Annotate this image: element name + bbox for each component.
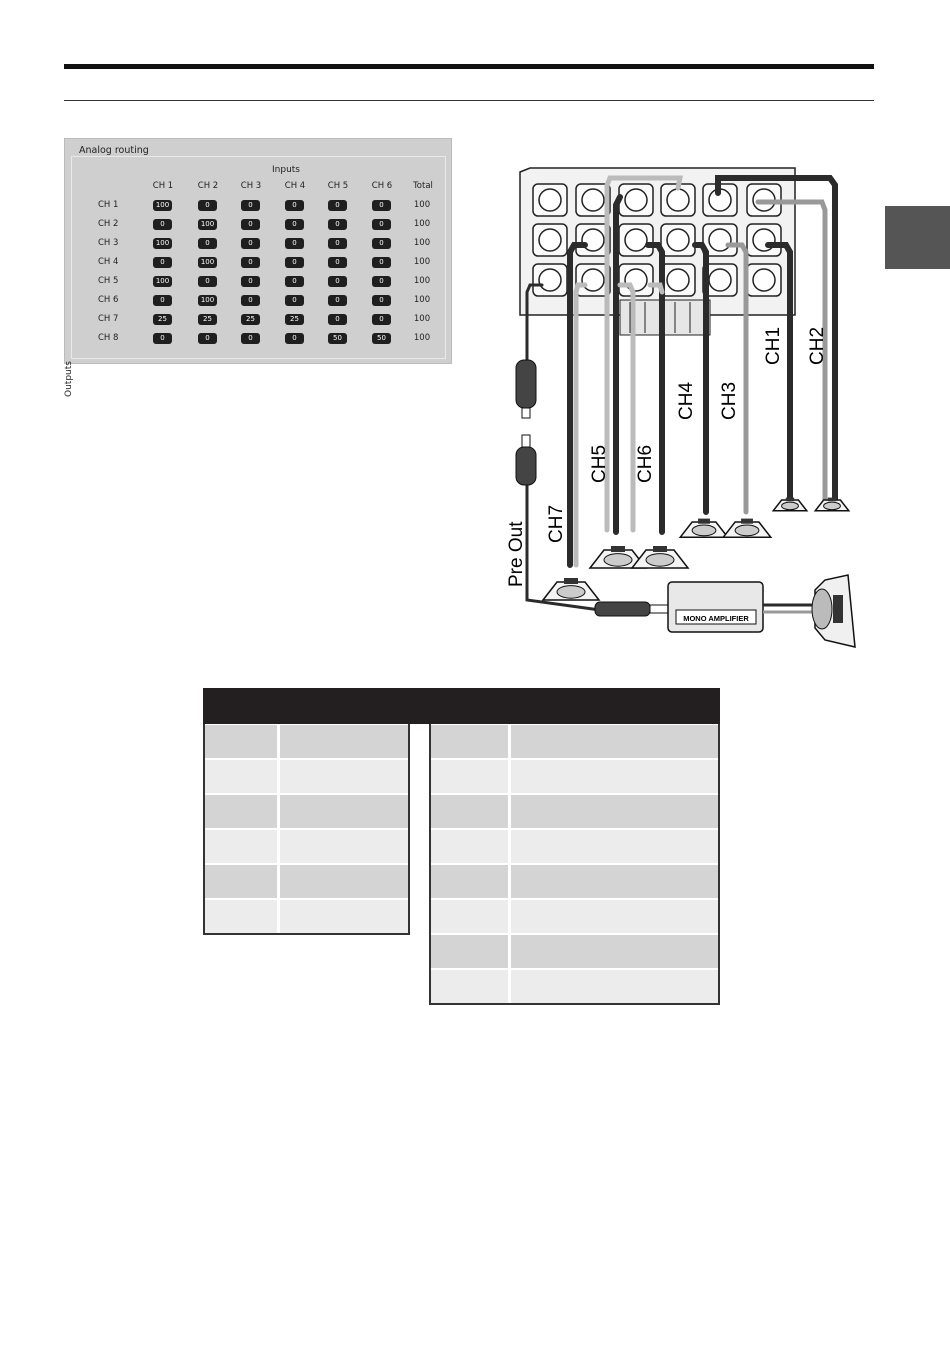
routing-value-field[interactable]: 0 <box>241 333 260 344</box>
row-total: 100 <box>413 200 431 210</box>
speaker-icon <box>815 498 849 511</box>
routing-value-field[interactable]: 100 <box>198 257 217 268</box>
routing-value-field[interactable]: 0 <box>285 219 304 230</box>
routing-value-field[interactable]: 25 <box>153 314 172 325</box>
routing-value-field[interactable]: 0 <box>328 295 347 306</box>
label-ch6: CH6 <box>635 444 656 483</box>
routing-value-field[interactable]: 0 <box>372 257 391 268</box>
rca-connector-pair <box>516 360 536 485</box>
routing-value-field[interactable]: 0 <box>198 333 217 344</box>
routing-value-field[interactable]: 0 <box>372 238 391 249</box>
routing-value-field[interactable]: 0 <box>285 333 304 344</box>
routing-value-field[interactable]: 0 <box>198 200 217 211</box>
output-row-label: CH 6 <box>98 295 119 305</box>
routing-value-field[interactable]: 0 <box>285 257 304 268</box>
routing-value-field[interactable]: 25 <box>198 314 217 325</box>
routing-value-field[interactable]: 0 <box>285 200 304 211</box>
subwoofer <box>763 575 855 647</box>
routing-value-field[interactable]: 0 <box>372 219 391 230</box>
rca-jack-socket <box>667 189 689 211</box>
routing-value-field[interactable]: 0 <box>198 238 217 249</box>
label-ch5: CH5 <box>589 444 610 483</box>
panel-title: Analog routing <box>79 145 149 156</box>
output-row-label: CH 5 <box>98 276 119 286</box>
input-header: CH 6 <box>371 181 393 191</box>
routing-value-field[interactable]: 0 <box>153 257 172 268</box>
routing-value-field[interactable]: 100 <box>153 238 172 249</box>
routing-value-field[interactable]: 0 <box>241 219 260 230</box>
label-ch7: CH7 <box>546 504 567 543</box>
label-ch4: CH4 <box>676 381 697 420</box>
rca-to-amp <box>595 602 670 616</box>
speaker-icon <box>773 498 807 511</box>
routing-value-field[interactable]: 0 <box>153 295 172 306</box>
rca-jack-socket <box>667 269 689 291</box>
outputs-label: Outputs <box>64 361 74 397</box>
input-header: CH 3 <box>240 181 262 191</box>
routing-value-field[interactable]: 100 <box>153 200 172 211</box>
rca-jack-socket <box>582 189 604 211</box>
input-header: CH 5 <box>327 181 349 191</box>
routing-value-field[interactable]: 0 <box>153 219 172 230</box>
routing-value-field[interactable]: 50 <box>372 333 391 344</box>
table-header-band <box>203 688 720 724</box>
routing-value-field[interactable]: 0 <box>372 276 391 287</box>
header-rule-thin <box>64 100 874 101</box>
input-header: CH 1 <box>152 181 174 191</box>
label-ch3: CH3 <box>719 381 740 420</box>
routing-value-field[interactable]: 0 <box>285 276 304 287</box>
routing-value-field[interactable]: 0 <box>372 295 391 306</box>
routing-value-field[interactable]: 100 <box>153 276 172 287</box>
input-header: CH 2 <box>197 181 219 191</box>
routing-value-field[interactable]: 0 <box>198 276 217 287</box>
routing-value-field[interactable]: 0 <box>285 238 304 249</box>
output-row-label: CH 3 <box>98 238 119 248</box>
row-total: 100 <box>413 219 431 229</box>
row-total: 100 <box>413 238 431 248</box>
routing-value-field[interactable]: 0 <box>328 257 347 268</box>
output-row-label: CH 8 <box>98 333 119 343</box>
rca-jack-socket <box>709 269 731 291</box>
speaker-icon <box>632 546 688 568</box>
row-total: 100 <box>413 257 431 267</box>
inputs-label: Inputs <box>272 165 300 175</box>
rca-jack-socket <box>539 189 561 211</box>
routing-value-field[interactable]: 0 <box>241 257 260 268</box>
routing-value-field[interactable]: 0 <box>372 314 391 325</box>
routing-value-field[interactable]: 0 <box>372 200 391 211</box>
routing-value-field[interactable]: 25 <box>285 314 304 325</box>
rca-jack-socket <box>625 229 647 251</box>
table-left-frame <box>203 724 410 935</box>
routing-value-field[interactable]: 50 <box>328 333 347 344</box>
routing-value-field[interactable]: 25 <box>241 314 260 325</box>
routing-value-field[interactable]: 100 <box>198 295 217 306</box>
rca-jack-socket <box>539 269 561 291</box>
rca-jack-socket <box>582 269 604 291</box>
output-row-label: CH 7 <box>98 314 119 324</box>
section-side-tab <box>885 206 950 269</box>
rca-jack-socket <box>539 229 561 251</box>
routing-value-field[interactable]: 0 <box>328 314 347 325</box>
output-row-label: CH 2 <box>98 219 119 229</box>
row-total: 100 <box>413 314 431 324</box>
label-ch2: CH2 <box>807 326 828 365</box>
routing-value-field[interactable]: 0 <box>328 238 347 249</box>
rca-jack-socket <box>753 269 775 291</box>
routing-value-field[interactable]: 0 <box>241 276 260 287</box>
row-total: 100 <box>413 276 431 286</box>
rca-jack-socket <box>625 189 647 211</box>
output-row-label: CH 1 <box>98 200 119 210</box>
speaker-icon <box>680 519 728 538</box>
input-header: CH 4 <box>284 181 306 191</box>
label-ch1: CH1 <box>763 326 784 365</box>
table-right-frame <box>429 724 720 1005</box>
rca-jack-socket <box>625 269 647 291</box>
speaker-icon <box>543 578 599 600</box>
total-header: Total <box>413 181 433 191</box>
routing-value-field[interactable]: 0 <box>328 219 347 230</box>
routing-value-field[interactable]: 0 <box>241 295 260 306</box>
mono-amplifier <box>668 582 763 632</box>
analog-routing-panel <box>64 138 452 397</box>
wiring-diagram <box>470 150 870 655</box>
amplifier-label: MONO AMPLIFIER <box>683 614 749 623</box>
routing-value-field[interactable]: 100 <box>198 219 217 230</box>
routing-value-field[interactable]: 0 <box>241 238 260 249</box>
label-pre-out: Pre Out <box>506 521 527 587</box>
rca-jack-socket <box>667 229 689 251</box>
rca-jack-socket <box>709 229 731 251</box>
speaker-icon <box>723 519 771 538</box>
routing-value-field[interactable]: 0 <box>153 333 172 344</box>
routing-value-field[interactable]: 0 <box>285 295 304 306</box>
output-row-label: CH 4 <box>98 257 119 267</box>
header-rule-thick <box>64 64 874 69</box>
head-unit <box>520 168 795 335</box>
row-total: 100 <box>413 295 431 305</box>
routing-value-field[interactable]: 0 <box>328 200 347 211</box>
routing-value-field[interactable]: 0 <box>328 276 347 287</box>
row-total: 100 <box>413 333 431 343</box>
routing-value-field[interactable]: 0 <box>241 200 260 211</box>
